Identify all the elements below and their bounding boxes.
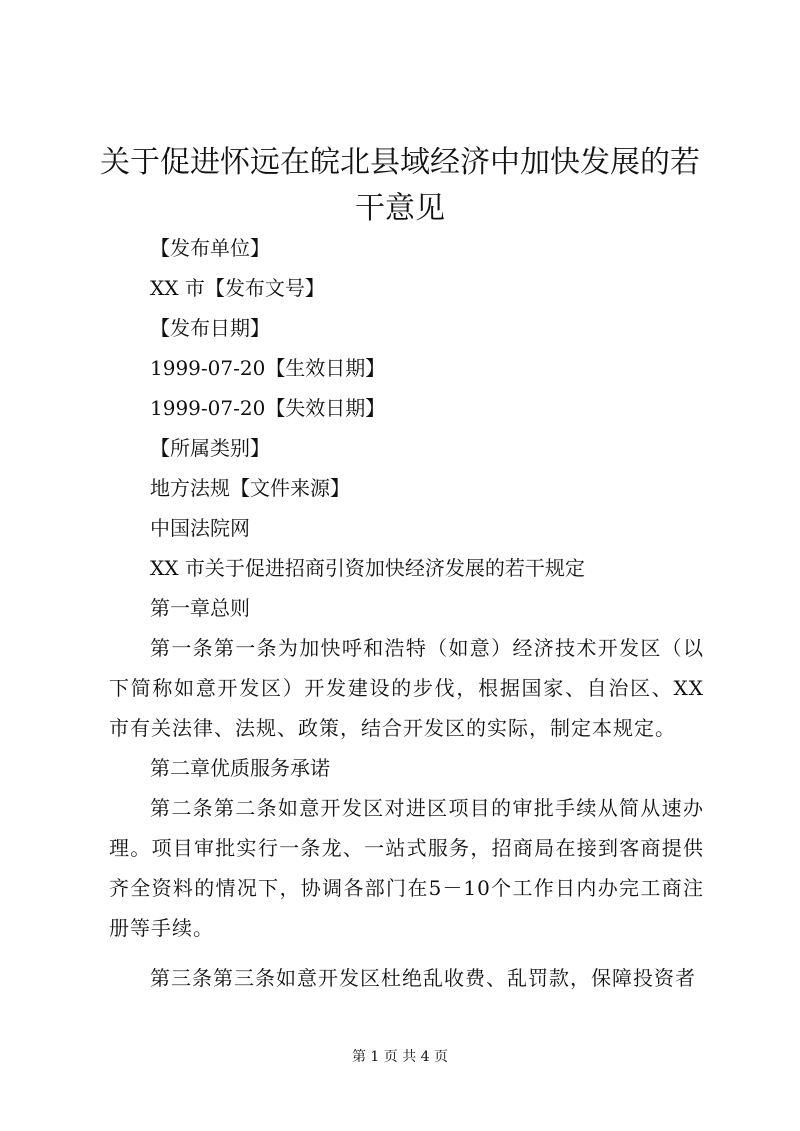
article-paragraph: 第一条第一条为加快呼和浩特（如意）经济技术开发区（以下简称如意开发区）开发建设的步伐，根据国家、自治区、XX市有关法律、法规、政策，结合开发区的实际，制定本规定。 <box>109 636 704 740</box>
meta-line: 1999-07-20【失效日期】 <box>150 396 386 420</box>
article-paragraph: 第三条第三条如意开发区杜绝乱收费、乱罚款，保障投资者 <box>150 966 696 990</box>
chapter-heading: 第一章总则 <box>150 596 250 620</box>
meta-line: XX 市【发布文号】 <box>150 276 325 300</box>
meta-line: 【发布单位】 <box>150 236 270 260</box>
document-title: 关于促进怀远在皖北县域经济中加快发展的若干意见 <box>100 145 700 226</box>
meta-line: XX 市关于促进招商引资加快经济发展的若干规定 <box>150 556 585 580</box>
meta-line: 1999-07-20【生效日期】 <box>150 356 386 380</box>
meta-line: 【发布日期】 <box>150 316 270 340</box>
document-body <box>109 228 704 998</box>
page-footer: 第 1 页 共 4 页 <box>351 1049 449 1065</box>
meta-line: 中国法院网 <box>150 516 250 540</box>
meta-line: 地方法规【文件来源】 <box>150 476 350 500</box>
meta-line: 【所属类别】 <box>150 436 270 460</box>
article-paragraph: 第二条第二条如意开发区对进区项目的审批手续从简从速办理。项目审批实行一条龙、一站式服务，招商局在接到客商提供齐全资料的情况下，协调各部门在5－10个工作日内办完工商注册等手续。 <box>109 796 704 940</box>
chapter-heading: 第二章优质服务承诺 <box>150 756 330 780</box>
